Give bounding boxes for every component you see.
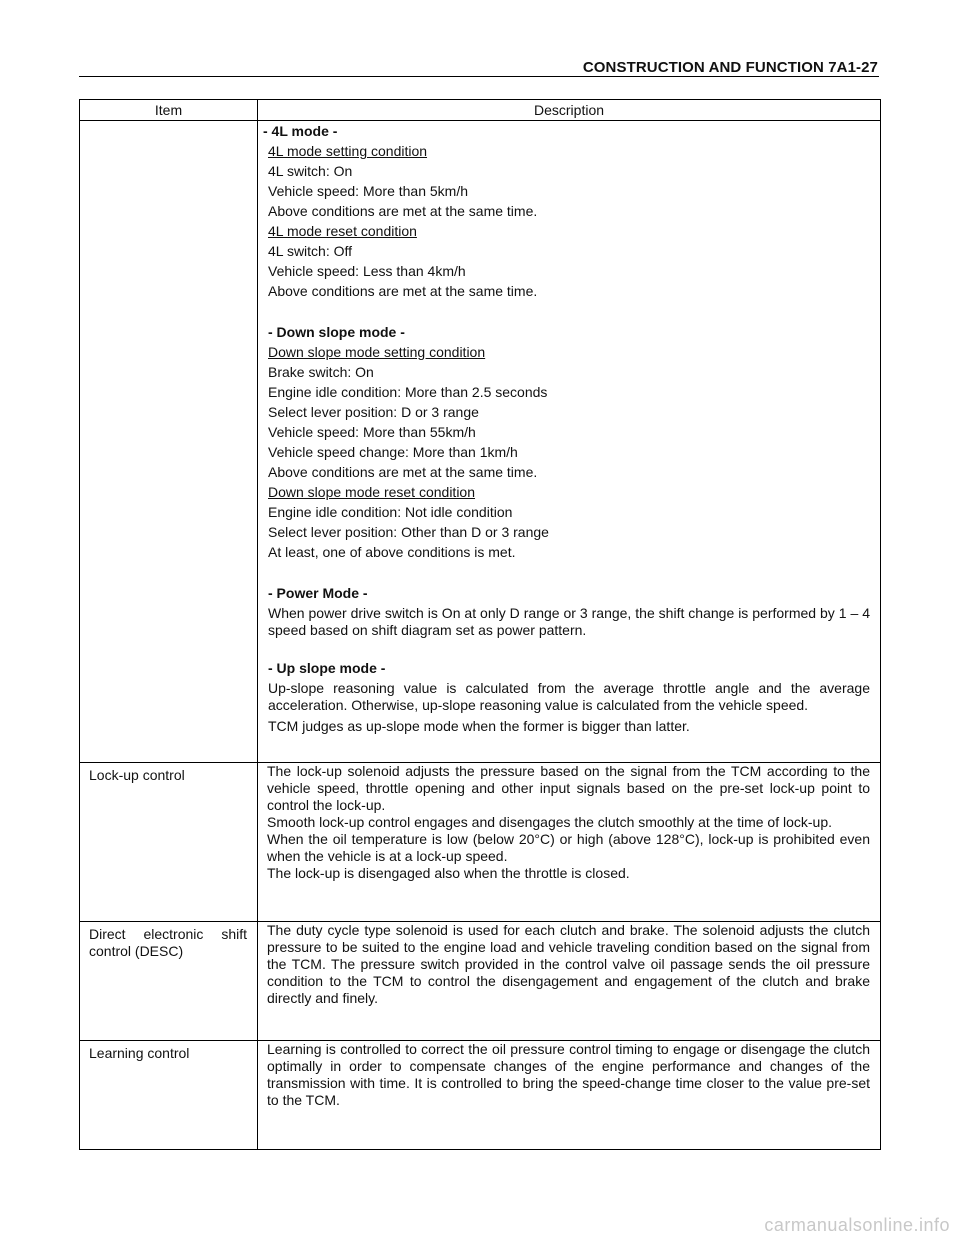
section-title: - 4L mode - [263, 123, 338, 139]
mode-down-slope-section [267, 322, 870, 561]
header-divider [79, 76, 879, 77]
condition-label: 4L mode reset condition [268, 223, 417, 239]
mode-description: When power drive switch is On at only D range or 3 range, the shift change is performed by 1 – 4 speed based on shift diagram set as power pattern. [268, 605, 870, 638]
condition-line: Vehicle speed: More than 5km/h [268, 183, 469, 199]
item-cell: Learning control [80, 1041, 258, 1150]
table-row [80, 1041, 881, 1150]
condition-line: Vehicle speed: Less than 4km/h [268, 263, 466, 279]
mode-up-slope-section [267, 658, 870, 735]
mode-4l-section [263, 121, 870, 300]
table-row [80, 763, 881, 922]
table-row [80, 922, 881, 1041]
condition-line: Above conditions are met at the same time. [268, 464, 538, 480]
table-row [80, 121, 881, 763]
section-title: - Up slope mode - [268, 660, 386, 676]
condition-label: Down slope mode reset condition [268, 484, 476, 500]
condition-line: Engine idle condition: More than 2.5 seconds [268, 384, 548, 400]
description-cell [258, 1041, 881, 1150]
condition-line: 4L switch: On [268, 163, 353, 179]
section-title: - Down slope mode - [268, 324, 405, 340]
mode-description: TCM judges as up-slope mode when the former is bigger than latter. [268, 718, 690, 734]
condition-line: Vehicle speed: More than 55km/h [268, 424, 476, 440]
condition-line: Engine idle condition: Not idle condition [268, 504, 513, 520]
condition-line: Select lever position: Other than D or 3 range [268, 524, 549, 540]
condition-line: Vehicle speed change: More than 1km/h [268, 444, 518, 460]
description-text: Smooth lock-up control engages and disengages the clutch smoothly at the time of lock-up. [267, 814, 832, 830]
condition-label: 4L mode setting condition [268, 143, 428, 159]
spec-table [79, 99, 881, 1150]
column-header-item: Item [80, 100, 258, 121]
description-cell [258, 922, 881, 1041]
condition-line: Above conditions are met at the same time. [268, 283, 538, 299]
mode-power-section [267, 583, 870, 639]
item-cell: Lock-up control [80, 763, 258, 922]
mode-description: Up-slope reasoning value is calculated from the average throttle angle and the average acceleration. Otherwise, up-slope reasoning value is calculated from the vehicle speed. [268, 680, 870, 713]
watermark-text: carmanualsonline.info [764, 1215, 950, 1235]
condition-line: Above conditions are met at the same time. [268, 203, 538, 219]
description-text: Learning is controlled to correct the oil pressure control timing to engage or disengage the clutch optimally in order to compensate changes of the engine performance and changes of the transmission with time. It is controlled to bring the speed-change time closer to the value pre-set to the TCM. [267, 1041, 870, 1108]
table-header-row [80, 100, 881, 121]
description-cell [258, 763, 881, 922]
condition-line: Brake switch: On [268, 364, 374, 380]
column-header-description: Description [258, 100, 881, 121]
description-text: When the oil temperature is low (below 20°C) or high (above 128°C), lock-up is prohibited even when the vehicle is at a lock-up speed. [267, 831, 870, 864]
description-text: The duty cycle type solenoid is used for each clutch and brake. The solenoid adjusts the clutch pressure to be suited to the engine load and vehicle traveling condition based on the signal from the TCM. The pressure switch provided in the control valve oil passage sends the oil pressure condition to the TCM to control the disengagement and engagement of the clutch and brake directly and finely. [267, 922, 870, 1006]
description-text: The lock-up solenoid adjusts the pressure based on the signal from the TCM according to the vehicle speed, throttle opening and other input signals based on the pre-set lock-up point to control the lock-up. [267, 763, 870, 813]
condition-line: 4L switch: Off [268, 243, 353, 259]
description-cell [258, 121, 881, 763]
condition-label: Down slope mode setting condition [268, 344, 486, 360]
condition-line: At least, one of above conditions is met. [268, 544, 516, 560]
page-header-title: CONSTRUCTION AND FUNCTION 7A1-27 [582, 59, 878, 76]
item-cell [80, 121, 258, 763]
item-cell: Direct electronic shift control (DESC) [80, 922, 258, 1041]
section-title: - Power Mode - [268, 585, 368, 601]
condition-line: Select lever position: D or 3 range [268, 404, 479, 420]
description-text: The lock-up is disengaged also when the throttle is closed. [267, 865, 630, 881]
